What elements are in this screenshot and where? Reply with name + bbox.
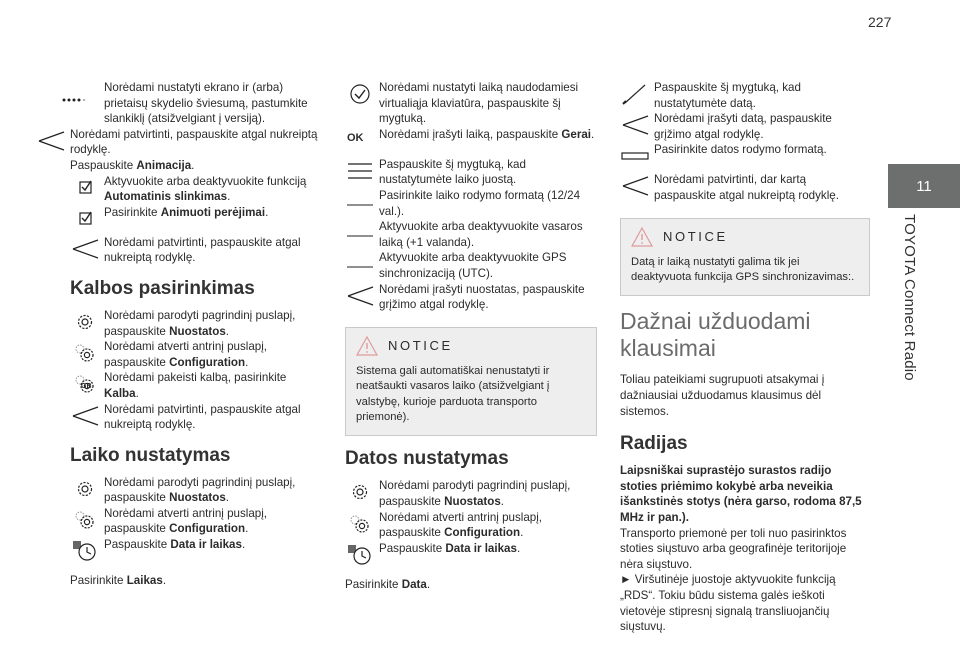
item-config-2 (70, 506, 318, 537)
text: Norėdami įrašyti datą, paspauskite grįžimo atgal rodyklę. (654, 112, 832, 141)
notice-text: Datą ir laiką nustatyti galima tik jei deaktyvuota funkcija GPS sinchronizavimas:. (631, 255, 855, 283)
text-bold: Data ir laikas (170, 538, 242, 552)
heading-language: Kalbos pasirinkimas (70, 277, 255, 299)
text: . (426, 577, 431, 591)
text-bold: Automatinis slinkimas (104, 190, 228, 204)
text: Norėdami patvirtinti, paspauskite atgal nukreiptą rodyklę. (70, 127, 318, 157)
text: Norėdami parodyti pagrindinį puslapį, paspauskite (104, 475, 296, 505)
checkbox-icon (70, 208, 100, 230)
text: Paspauskite (379, 541, 446, 555)
notice-label: NOTICE (663, 228, 728, 244)
text: Pasirinkite (104, 205, 161, 219)
item-set-date (620, 80, 870, 111)
notice-label: NOTICE (388, 338, 453, 354)
text: Norėdami įrašyti nuostatas, paspauskite grįžimo atgal rodyklę. (379, 282, 585, 312)
text-bold: Data ir laikas (445, 541, 517, 555)
item-ok (345, 127, 597, 149)
page-number: 227 (868, 14, 892, 30)
text: . (227, 190, 231, 204)
back-arrow-icon (70, 238, 100, 260)
text: . (245, 355, 249, 369)
check-circle-icon (345, 83, 375, 105)
item-config-3 (345, 510, 597, 541)
text: Aktyvuokite arba deaktyvuokite funkciją (104, 174, 307, 188)
text: Paspauskite (104, 538, 171, 552)
hamburger-icon (345, 160, 375, 182)
gear-sub-icon (70, 342, 100, 364)
column-right (620, 80, 870, 635)
clock-icon (70, 540, 100, 562)
text-bold: Nuostatos (169, 324, 226, 338)
text: . (516, 541, 521, 555)
back-arrow-icon (70, 405, 100, 427)
heading-radio: Radijas (620, 433, 688, 455)
item-transitions (70, 205, 318, 227)
text: Aktyvuokite arba deaktyvuokite GPS sinchronizaciją (UTC). (379, 251, 567, 280)
text: Norėdami atverti antrinį puslapį, paspauskite (104, 340, 268, 369)
text-bold: Configuration (169, 355, 246, 369)
faq-answer: Transporto priemonė per toli nuo pasirinktos stoties siųstuvo arba geografinėje teritorijoje nėra siųstuvo. (620, 526, 847, 571)
item-autoscroll (70, 174, 318, 205)
text: Norėdami patvirtinti, dar kartą paspauskite atgal nukreiptą rodyklę. (654, 173, 839, 202)
text: Norėdami parodyti pagrindinį puslapį, paspauskite (379, 479, 571, 508)
warning-triangle-icon (631, 227, 653, 247)
chapter-title: TOYOTA Connect Radio (901, 214, 918, 381)
item-language (70, 370, 318, 401)
item-gps (345, 250, 597, 281)
ok-icon: OK (347, 131, 364, 144)
text: Pasirinkite (345, 577, 402, 591)
text-bold: Animuoti perėjimai (160, 205, 266, 219)
item-date-format (620, 142, 870, 164)
item-brightness (70, 80, 318, 127)
text: . (265, 205, 269, 219)
item-format (345, 188, 597, 219)
text-bold: Animacija (136, 158, 192, 172)
column-middle (345, 80, 597, 592)
text-bold: Configuration (169, 522, 246, 536)
heading-faq: Dažnai užduodami klausimai (620, 308, 811, 362)
notice-text: Sistema gali automatiškai nenustatyti ir neatšaukti vasaros laiko (atsižvelgiant į valstybę, kurioje parduota transporto priemonė). (356, 364, 550, 423)
back-arrow-icon (345, 285, 375, 307)
item-dst (345, 219, 597, 250)
notice-box (620, 218, 870, 297)
dash-line-icon (345, 225, 375, 247)
text: Pasirinkite datos rodymo formatą. (654, 143, 827, 157)
gear-icon (345, 481, 375, 503)
item-keyboard (345, 80, 597, 127)
item-config (70, 339, 318, 370)
text-bold: Nuostatos (444, 494, 501, 508)
clock-icon (345, 544, 375, 566)
text: . (241, 538, 246, 552)
text: Paspauskite šį mygtuką, kad nustatytumėte laiko juostą. (379, 157, 526, 187)
text: Norėdami parodyti pagrindinį puslapį, paspauskite (104, 308, 296, 338)
item-timezone (345, 157, 597, 188)
item-home-3 (345, 478, 597, 509)
chapter-tab: 11 (888, 164, 960, 208)
text-bold: Kalba (104, 386, 136, 400)
text-bold: Gerai (561, 127, 592, 141)
text-bold: Data (401, 577, 427, 591)
item-confirm-3 (70, 402, 318, 433)
item-datetime (70, 537, 318, 559)
dash-line-icon (345, 256, 375, 278)
faq-solution: ► Viršutinėje juostoje aktyvuokite funkciją „RDS“. Tokiu būdu sistema galės ieškoti vietovėje stipresnį signalą transliuojančių siųstuvų. (620, 573, 836, 634)
text: Norėdami nustatyti laiką naudodamiesi virtualiąja klaviatūra, paspauskite šį mygtuką. (379, 81, 579, 126)
dash-line-icon (345, 194, 375, 216)
text: Norėdami patvirtinti, paspauskite atgal nukreiptą rodyklę. (104, 235, 301, 265)
text: Norėdami atverti antrinį puslapį, paspauskite (104, 506, 268, 536)
gear-icon (70, 478, 100, 500)
column-left (70, 80, 318, 589)
gear-sub-icon (345, 513, 375, 535)
text-bold: Nuostatos (169, 491, 226, 505)
back-arrow-icon (620, 114, 650, 136)
text: Pasirinkite (70, 574, 127, 588)
item-home (70, 308, 318, 339)
item-save-date (620, 111, 870, 142)
text: Aktyvuokite arba deaktyvuokite vasaros laiką (+1 valanda). (379, 220, 583, 249)
faq-question: Laipsniškai suprastėjo surastos radijo stoties priėmimo kokybė arba neveikia išankstinės stotys (nėra garso, rodoma 87,5 MHz ir pan.). (620, 464, 862, 524)
text: Paspauskite (70, 158, 137, 172)
slider-icon (58, 88, 88, 110)
gear-icon (70, 311, 100, 333)
text-bold: Configuration (444, 526, 521, 540)
text: . (225, 491, 230, 505)
item-animation (70, 158, 318, 174)
item-select-date (345, 577, 597, 593)
text: Norėdami pakeisti kalbą, pasirinkite (104, 371, 287, 385)
heading-time: Laiko nustatymas (70, 444, 231, 466)
language-gb-icon (70, 373, 100, 395)
text: . (500, 494, 505, 508)
back-arrow-icon (36, 130, 66, 152)
text: Norėdami atverti antrinį puslapį, paspauskite (379, 510, 543, 540)
pencil-icon (620, 83, 650, 105)
text: Pasirinkite laiko rodymo formatą (12/24 val.). (379, 188, 581, 218)
item-select-time (70, 573, 318, 589)
date-format-icon (620, 145, 650, 167)
text: . (225, 324, 230, 338)
text-bold: Laikas (126, 574, 163, 588)
notice-box (345, 327, 597, 437)
text: . (191, 158, 195, 172)
text: Norėdami patvirtinti, paspauskite atgal nukreiptą rodyklę. (104, 402, 301, 432)
warning-triangle-icon (356, 336, 378, 356)
heading-date: Datos nustatymas (345, 448, 509, 470)
checkbox-icon (70, 177, 100, 199)
text: . (591, 127, 595, 141)
item-confirm (36, 127, 318, 158)
item-datetime-2 (345, 541, 597, 563)
text: . (520, 526, 524, 540)
text: Paspauskite šį mygtuką, kad nustatytumėte datą. (654, 81, 801, 110)
gear-sub-icon (70, 509, 100, 531)
text: . (135, 386, 139, 400)
item-confirm-2 (70, 235, 318, 266)
item-confirm-4 (620, 172, 870, 203)
text: . (162, 574, 167, 588)
back-arrow-icon (620, 175, 650, 197)
item-save (345, 282, 597, 313)
gb-label: GB (81, 383, 92, 391)
faq-intro: Toliau pateikiami sugrupuoti atsakymai į dažniausiai užduodamus klausimus dėl sistemos. (620, 373, 825, 418)
text: Norėdami įrašyti laiką, paspauskite (379, 127, 562, 141)
item-home-2 (70, 475, 318, 506)
text: Norėdami nustatyti ekrano ir (arba) prietaisų skydelio šviesumą, pastumkite slankiklį (atsižvelgiant į versiją). (104, 81, 308, 126)
text: . (245, 522, 249, 536)
